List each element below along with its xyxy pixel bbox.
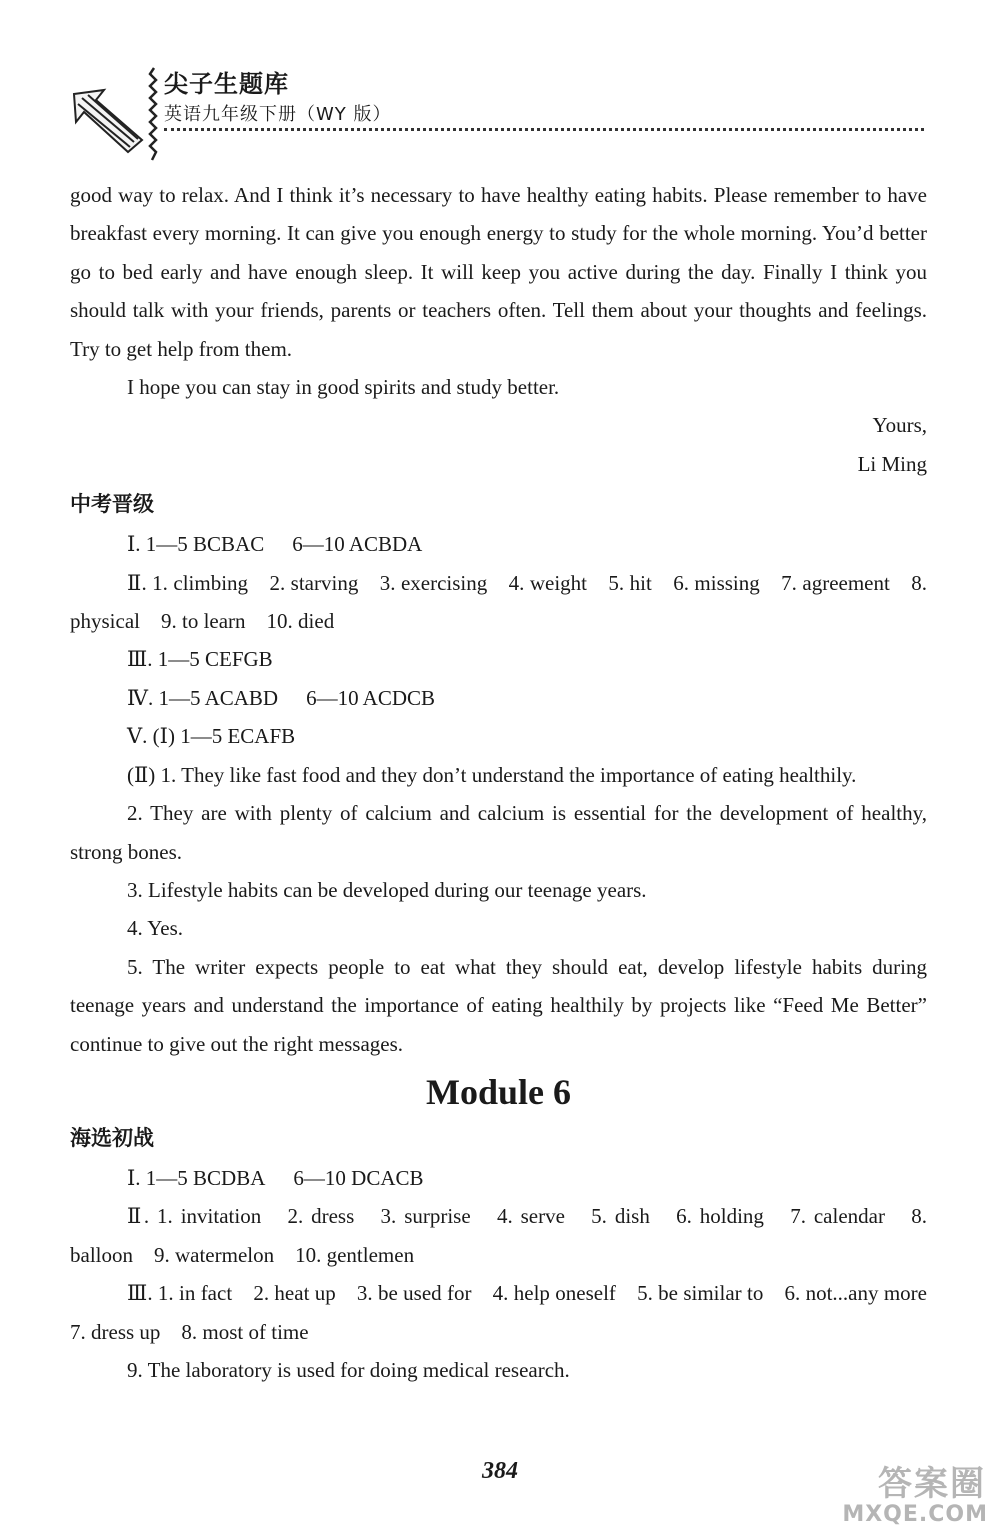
answer-line: Ⅴ. (Ⅰ) 1—5 ECAFB: [127, 724, 296, 749]
answer-line: Ⅱ. 1. climbing 2. starving 3. exercising 4. weight 5. hit 6. missing 7. agreement 8. physical 9. to learn 10. died: [70, 570, 927, 634]
answer-line: Ⅲ. 1. in fact 2. heat up 3. be used for 4. help oneself 5. be similar to 6. not...any more 7. dress up 8. most of time: [70, 1281, 948, 1344]
page-header: [68, 62, 928, 162]
book-subtitle: 英语九年级下册（WY 版）: [164, 104, 392, 125]
answer-line: [70, 679, 927, 717]
answer-line: (Ⅱ) 1. They like fast food and they don’t understand the importance of eating healthily.: [127, 762, 857, 787]
answer-part: 6—10 ACBDA: [292, 532, 423, 557]
section-heading-zhongkao: 中考晋级: [70, 492, 154, 517]
header-brace-icon: [146, 66, 160, 162]
book-series-title: 尖子生题库: [164, 70, 289, 98]
answer-line: 3. Lifestyle habits can be developed during our teenage years.: [127, 877, 647, 902]
arrow-logo-icon: [68, 84, 148, 154]
answer-part: Ⅳ. 1—5 ACABD: [127, 685, 279, 710]
answer-part: Ⅰ. 1—5 BCBAC: [127, 532, 265, 557]
page-number: 384: [482, 1458, 518, 1484]
answer-line: 9. The laboratory is used for doing medical research.: [127, 1357, 570, 1382]
answer-line: [70, 1159, 927, 1197]
watermark-bottom-text: MXQE.COM: [842, 1502, 988, 1527]
answer-part: Ⅰ. 1—5 BCDBA: [127, 1165, 266, 1190]
header-dotted-rule: [164, 128, 924, 131]
letter-closing: Yours,: [872, 413, 927, 438]
module-title: Module 6: [425, 1071, 571, 1112]
letter-paragraph: good way to relax. And I think it’s necessary to have healthy eating habits. Please remember to have breakfast every morning. It can give you enough energy to study for the whole morning. You’d better go to bed early and have enough sleep. It will keep you active during the day. Finally I think you should talk with your friends, parents or teachers often. Tell them about your thoughts and feelings. Try to get help from them.: [70, 183, 927, 361]
page-content: [70, 176, 948, 1389]
watermark-top-text: 答案圈: [878, 1464, 986, 1504]
watermark-logo: [808, 1456, 992, 1532]
answer-part: 6—10 ACDCB: [306, 685, 436, 710]
answer-line: 4. Yes.: [127, 916, 184, 941]
answer-line: Ⅲ. 1—5 CEFGB: [127, 647, 273, 672]
section-heading-haixuan: 海选初战: [70, 1125, 154, 1150]
letter-paragraph: I hope you can stay in good spirits and study better.: [127, 375, 560, 400]
answer-line: 5. The writer expects people to eat what they should eat, develop lifestyle habits during teenage years and understand the importance of eating healthily by projects like “Feed Me Better” continue to give out the right messages.: [70, 954, 927, 1056]
answer-line: [70, 525, 927, 563]
answer-line: Ⅱ. 1. invitation 2. dress 3. surprise 4. serve 5. dish 6. holding 7. calendar 8. balloon 9. watermelon 10. gentlemen: [70, 1204, 927, 1267]
letter-signature: Li Ming: [857, 451, 927, 476]
answer-line: 2. They are with plenty of calcium and calcium is essential for the development of healthy, strong bones.: [70, 801, 927, 864]
answer-part: 6—10 DCACB: [293, 1165, 424, 1190]
